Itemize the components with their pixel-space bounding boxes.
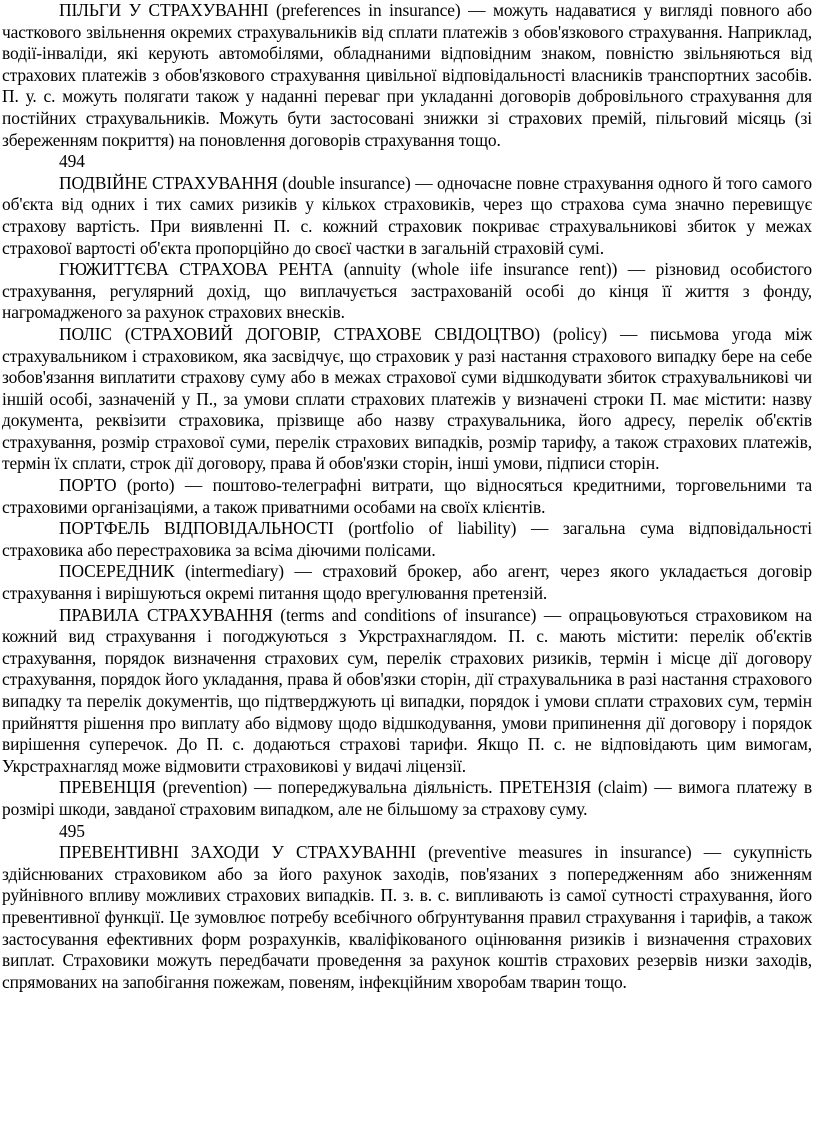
entry-preventyvni-zakhody: ПРЕВЕНТИВНІ ЗАХОДИ У СТРАХУВАННІ (preventive measures in insurance) — сукупність здійснюваних страховиком або за його рахунок заходів, пов'язаних з попередженням або зниженням руйнівного впливу можливих страхових випадків. П. з. в. с. випливають із самої сутності страхування, його превентивної функції. Це зумовлює потребу всебічного обґрунтування правил страхування і тарифів, а також застосування ефективних форм розрахунків, кваліфікованого оцінювання ризиків і визначення страхових виплат. Страховики можуть передбачати проведення за рахунок коштів страхових резервів низки заходів, спрямованих на запобігання пожежам, повеням, інфекційним хворобам тварин тощо. <box>2 842 812 992</box>
entry-pilhy: ПІЛЬГИ У СТРАХУВАННІ (preferences in insurance) — можуть надаватися у вигляді повного або часткового звільнення окремих страхувальників від сплати платежів з обов'язкового страхування. Наприклад, водії-інваліди, які керують автомобілями, обладнаними відповідним знаком, повністю звільняються від страхових платежів з обов'язкового страхування цивільної відповідальності власників транспортних засобів. П. у. с. можуть полягати також у наданні переваг при укладанні договорів добровільного страхування для постійних страхувальників. Можуть бути застосовані знижки зі страхових премій, пільговий місяць (зі збереженням покриття) на поновлення договорів страхування тощо. <box>2 0 812 150</box>
entry-pravyla: ПРАВИЛА СТРАХУВАННЯ (terms and conditions of insurance) — опрацьовуються страховиком на кожний вид страхування і погоджуються з Укрстрахнаглядом. П. с. мають містити: перелік об'єктів страхування, порядок визначення страхових сум, перелік страхових ризиків, термін і місце дії договору страхування, порядок його укладання, права й обов'язки сторін, дії страхувальника в разі настання страхового випадку та перелік документів, що підтверджують ці випадки, порядок і умови сплати страхових сум, термін прийняття рішення про виплату або відмову щодо відшкодування, умови припинення дії договору і порядок вирішення суперечок. До П. с. додаються страхові тарифи. Якщо П. с. не відповідають цим вимогам, Укрстрахнагляд може відмовити страховикові у видачі ліцензії. <box>2 604 812 776</box>
entry-preventsiia: ПРЕВЕНЦІЯ (prevention) — попереджувальна діяльність. ПРЕТЕНЗІЯ (claim) — вимога платежу в розмірі шкоди, завданої страховим випадком, але не більшому за страхову суму. <box>2 777 812 819</box>
entry-poserednyk: ПОСЕРЕДНИК (intermediary) — страховий брокер, або агент, через якого укладається договір страхування і вирішуються окремі питання щодо врегулювання претензій. <box>2 561 812 604</box>
entry-polis: ПОЛІС (СТРАХОВИЙ ДОГОВІР, СТРАХОВЕ СВІДОЦТВО) (policy) — письмова угода між страхувальником і страховиком, яка засвідчує, що страховик у разі настання страхового випадку бере на себе зобов'язання виплатити страхову суму або в межах страхової суми відшкодувати збиток страхувальникові чи іншій особі, зазначеній у П., за умови сплати страхових платежів у визначені строки П. має містити: назву документа, реквізити страховика, прізвище або назву страхувальника, його адресу, перелік об'єктів страхування, розмір страхової суми, перелік страхових випадків, розмір тарифу, а також страхових платежів, термін їх сплати, строк дії договору, права й обов'язки сторін, інші умови, підписи сторін. <box>2 323 812 474</box>
entry-portfel: ПОРТФЕЛЬ ВІДПОВІДАЛЬНОСТІ (portfolio of liability) — загальна сума відповідальності страховика або перестраховика за всіма діючими полісами. <box>2 518 812 560</box>
entry-dovichna-renta: ГЮЖИТТЄВА СТРАХОВА РЕНТА (annuity (whole iife insurance rent)) — різновид особистого страхування, регулярний дохід, що виплачується застрахованій особі до кінця її життя з фонду, нагромадженого за рахунок страхових внесків. <box>2 259 812 323</box>
entry-podviine-strakhuvannia: ПОДВІЙНЕ СТРАХУВАННЯ (double insurance) — одночасне повне страхування одного й того самого об'єкта від одних і тих самих ризиків у кількох страховиків, через що страхова сума значно перевищує страхову вартість. При виявленні П. с. кожний страховик покриває страхувальникові збиток у межах страхової вартості об'єкта пропорційно до своєї частки в загальній страховій сумі. <box>2 172 812 258</box>
entry-porto: ПОРТО (porto) — поштово-телеграфні витрати, що відносяться кредитними, торговельними та страховими організаціями, а також приватними особами на своїх клієнтів. <box>2 475 812 517</box>
page-number-494: 494 <box>59 151 85 172</box>
page-number-495: 495 <box>59 820 85 841</box>
